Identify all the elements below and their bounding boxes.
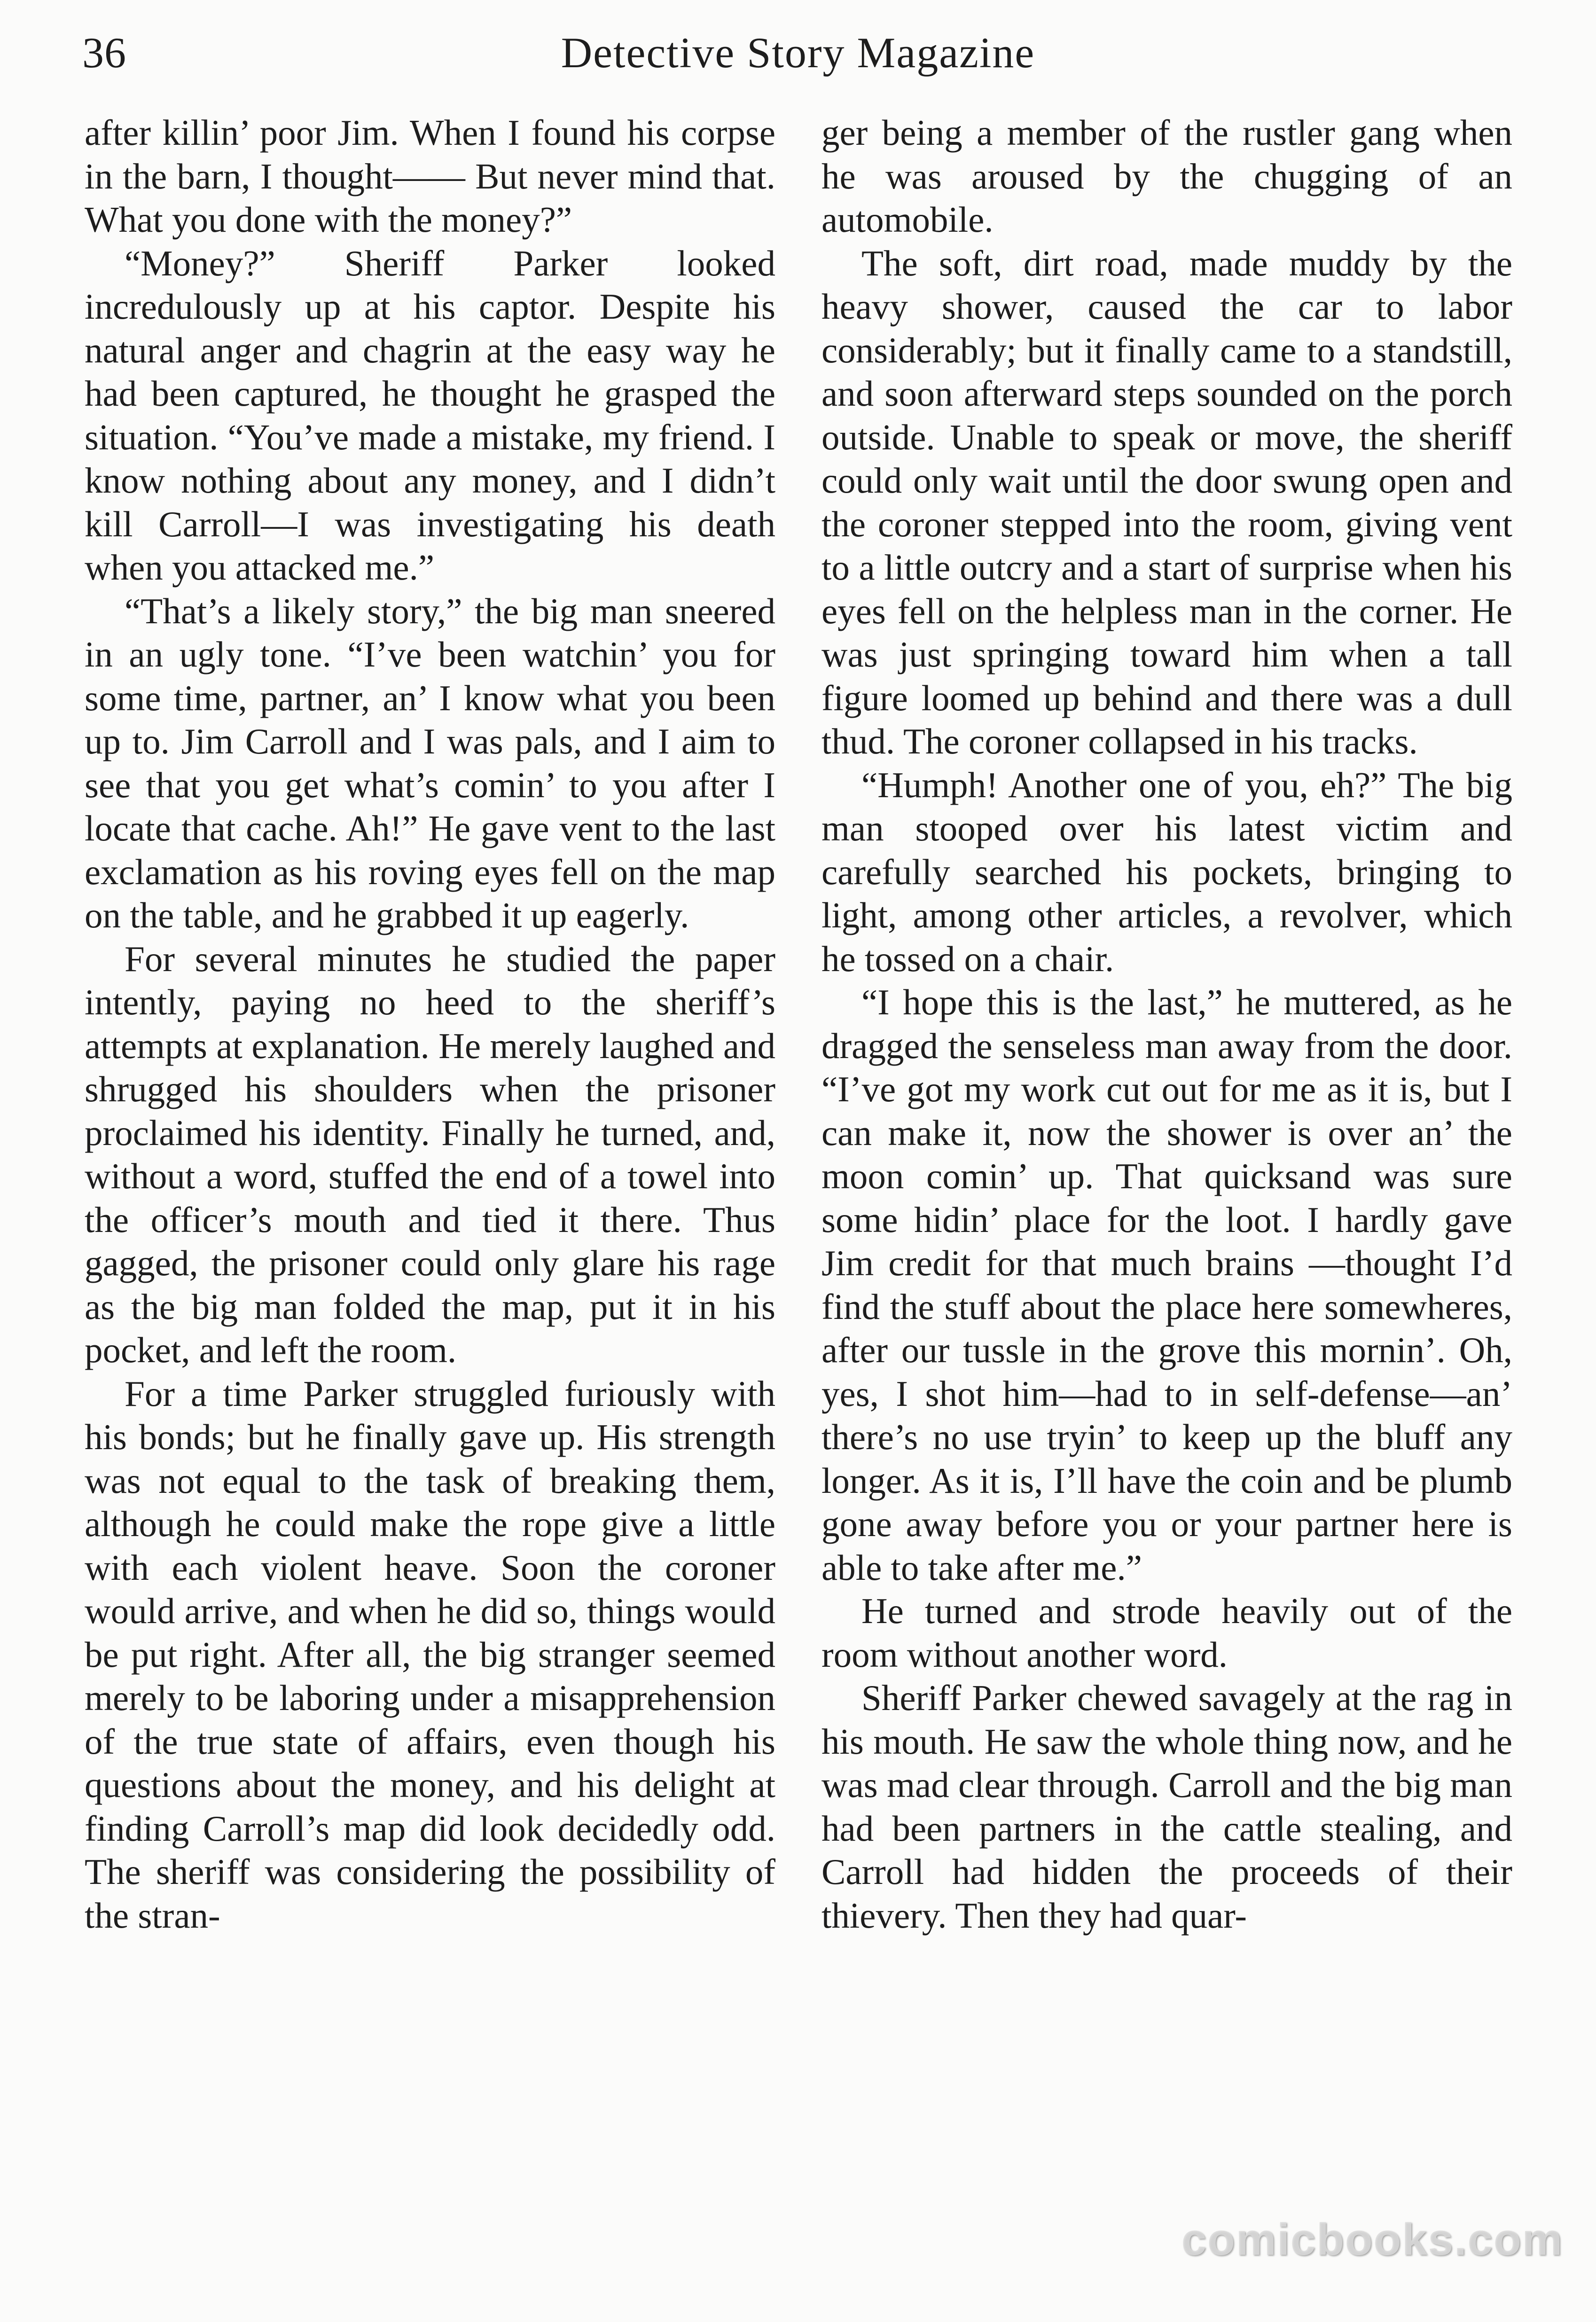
paragraph: The soft, dirt road, made muddy by the heavy shower, caused the car to labor considerably; but it finally came to a standstill, and soon afterward steps sounded on the porch outside. Unable to speak or move, the sheriff could only wait until the door swung open and the coroner stepped into the room, giving vent to a little outcry and a start of surprise when his eyes fell on the helpless man in the corner. He was just springing toward him when a tall figure loomed up behind and there was a dull thud. The coroner collapsed in his tracks.	[821, 243, 1512, 761]
paragraph: “I hope this is the last,” he muttered, as he dragged the senseless man away from the door. “I’ve got my work cut out for me as it is, but I can make it, now the shower is over an’ the moon comin’ up. That quicksand was sure some hidin’ place for the loot. I hardly gave Jim credit for that much brains —thought I’d find the stuff about the place here somewheres, after our tussle in the grove this mornin’. Oh, yes, I shot him—had to in self-defense—an’ there’s no use tryin’ to keep up the bluff any longer. As it is, I’ll have the coin and be plumb gone away before you or your partner here is able to take after me.”	[821, 982, 1512, 1588]
paragraph: after killin’ poor Jim. When I found his corpse in the barn, I thought—— But never mind that. What you done with the money?”	[85, 112, 775, 240]
paragraph: Sheriff Parker chewed savagely at the rag in his mouth. He saw the whole thing now, and he was mad clear through. Carroll and the big man had been partners in the cattle stealing, and Carroll had hidden the proceeds of their thievery. Then they had quar-	[821, 1678, 1512, 1936]
right-column	[821, 111, 1512, 1937]
running-head-title: Detective Story Magazine	[561, 29, 1035, 77]
watermark: comicbooks.com	[1181, 2214, 1563, 2265]
paragraph: He turned and strode heavily out of the room without another word.	[821, 1591, 1512, 1675]
paragraph: For a time Parker struggled furiously with his bonds; but he finally gave up. His strength was not equal to the task of breaking them, although he could make the rope give a little with each violent heave. Soon the coroner would arrive, and when he did so, things would be put right. After all, the big stranger seemed merely to be laboring under a misapprehension of the true state of affairs, even though his questions about the money, and his delight at finding Carroll’s map did look decidedly odd. The sheriff was considering the possibility of the stran-	[85, 1373, 775, 1936]
paragraph: ger being a member of the rustler gang when he was aroused by the chugging of an automobile.	[821, 112, 1512, 240]
paragraph: “Humph! Another one of you, eh?” The big man stooped over his latest victim and carefully searched his pockets, bringing to light, among other articles, a revolver, which he tossed on a chair.	[821, 764, 1512, 979]
paragraph: “That’s a likely story,” the big man sneered in an ugly tone. “I’ve been watchin’ you for some time, partner, an’ I know what you been up to. Jim Carroll and I was pals, and I aim to see that you get what’s comin’ to you after I locate that cache. Ah!” He gave vent to the last exclamation as his roving eyes fell on the map on the table, and he grabbed it up eagerly.	[85, 590, 775, 935]
paragraph: “Money?” Sheriff Parker looked incredulously up at his captor. Despite his natural anger and chagrin at the easy way he had been captured, he thought he grasped the situation. “You’ve made a mistake, my friend. I know nothing about any money, and I didn’t kill Carroll—I was investigating his death when you attacked me.”	[85, 243, 775, 588]
paragraph: For several minutes he studied the paper intently, paying no heed to the sheriff’s attempts at explanation. He merely laughed and shrugged his shoulders when the prisoner proclaimed his identity. Finally he turned, and, without a word, stuffed the end of a towel into the officer’s mouth and tied it there. Thus gagged, the prisoner could only glare his rage as the big man folded the map, put it in his pocket, and left the room.	[85, 938, 775, 1370]
page-number: 36	[82, 29, 126, 77]
left-column	[85, 111, 775, 1937]
